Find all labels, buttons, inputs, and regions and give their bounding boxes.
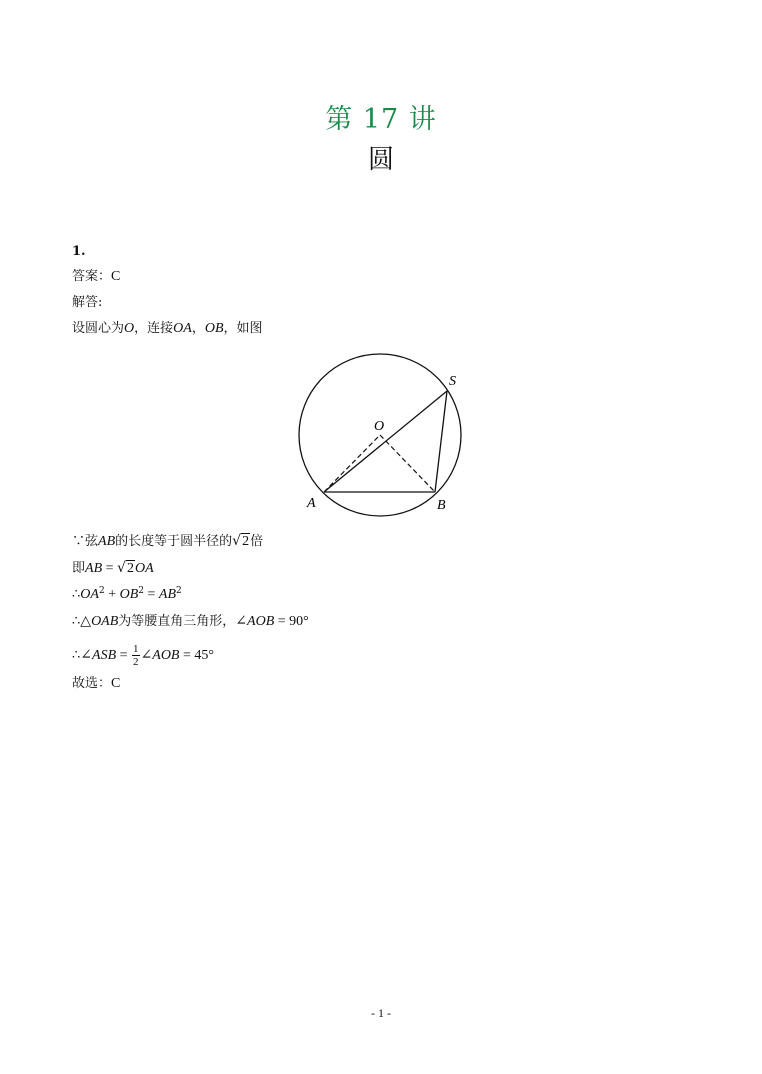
step5-result: = 45°	[179, 648, 214, 663]
step1-tail: 倍	[250, 534, 264, 549]
conclusion-line	[72, 675, 120, 693]
step1-because: ∵弦	[72, 534, 99, 549]
step2-sqrt-value: 2	[126, 561, 134, 576]
step3-AB: AB	[158, 587, 177, 602]
solution-label: 解答:	[72, 295, 103, 310]
step4-angle: ∠	[235, 614, 248, 629]
answer-label: 答案：	[72, 269, 112, 284]
step4-eq: = 90°	[274, 614, 309, 629]
step2-prefix: 即	[72, 561, 86, 576]
step1-text: 的长度等于圆半径的	[115, 534, 233, 549]
conclusion-label: 故选：	[72, 676, 112, 691]
step4-OAB: OAB	[91, 614, 119, 629]
step2-OA: OA	[134, 561, 154, 576]
step4-therefore: ∴	[72, 614, 81, 629]
label-A: A	[307, 496, 316, 511]
step-2	[72, 559, 154, 578]
step2-sqrt: √2	[117, 560, 134, 576]
step3-exp-2: 2	[138, 586, 144, 596]
step-4	[72, 613, 309, 631]
setup-text-3: ，如图	[223, 321, 263, 336]
step3-plus: +	[104, 587, 120, 602]
step3-exp-3: 2	[176, 586, 182, 596]
step3-eq: =	[144, 587, 159, 602]
step3-OA: OA	[80, 587, 99, 602]
setup-text-2: ，连接	[134, 321, 174, 336]
label-O: O	[374, 419, 385, 434]
step3-therefore: ∴	[72, 587, 81, 602]
step3-OB: OB	[119, 587, 139, 602]
step5-fraction	[132, 643, 140, 668]
lecture-title: 第 17 讲	[325, 104, 437, 135]
step1-AB: AB	[98, 534, 116, 549]
setup-O: O	[124, 321, 135, 336]
step5-ASB: ASB	[92, 648, 117, 663]
setup-text-1: 设圆心为	[72, 321, 125, 336]
step-1	[72, 532, 263, 551]
step1-sqrt-value: 2	[242, 534, 250, 549]
setup-OB: OB	[204, 321, 224, 336]
answer-line	[72, 268, 120, 286]
step5-frac-den: 2	[133, 656, 139, 668]
step4-text: 为等腰直角三角形，	[118, 614, 236, 629]
problem-number: 1.	[72, 244, 86, 259]
topic-title: 圆	[367, 145, 394, 175]
step5-angle-2: ∠	[140, 648, 153, 663]
label-B: B	[437, 498, 446, 513]
step-3	[72, 586, 182, 604]
step1-sqrt: √2	[232, 533, 250, 549]
step5-angle: ∠	[80, 648, 93, 663]
step-5	[72, 643, 214, 668]
step5-therefore: ∴	[72, 648, 81, 663]
setup-line	[72, 320, 263, 338]
conclusion-value: C	[111, 676, 121, 691]
step4-AOB: AOB	[247, 614, 275, 629]
step2-eq: =	[102, 561, 118, 576]
radius-OA	[324, 435, 380, 492]
segment-BS	[435, 391, 447, 492]
circle-diagram	[290, 350, 475, 520]
step3-exp-1: 2	[98, 586, 105, 596]
setup-OA: OA	[173, 321, 192, 336]
step4-triangle: △	[80, 614, 92, 629]
step5-AOB: AOB	[152, 648, 180, 663]
step5-eq: =	[116, 648, 132, 663]
label-S: S	[449, 374, 456, 389]
geometry-figure	[290, 350, 475, 520]
radius-OB	[380, 435, 435, 492]
answer-value: C	[111, 269, 121, 284]
setup-sep: ，	[191, 321, 205, 336]
step5-frac-num: 1	[133, 643, 139, 655]
step2-AB: AB	[85, 561, 103, 576]
page-number: - 1 -	[371, 1006, 391, 1020]
